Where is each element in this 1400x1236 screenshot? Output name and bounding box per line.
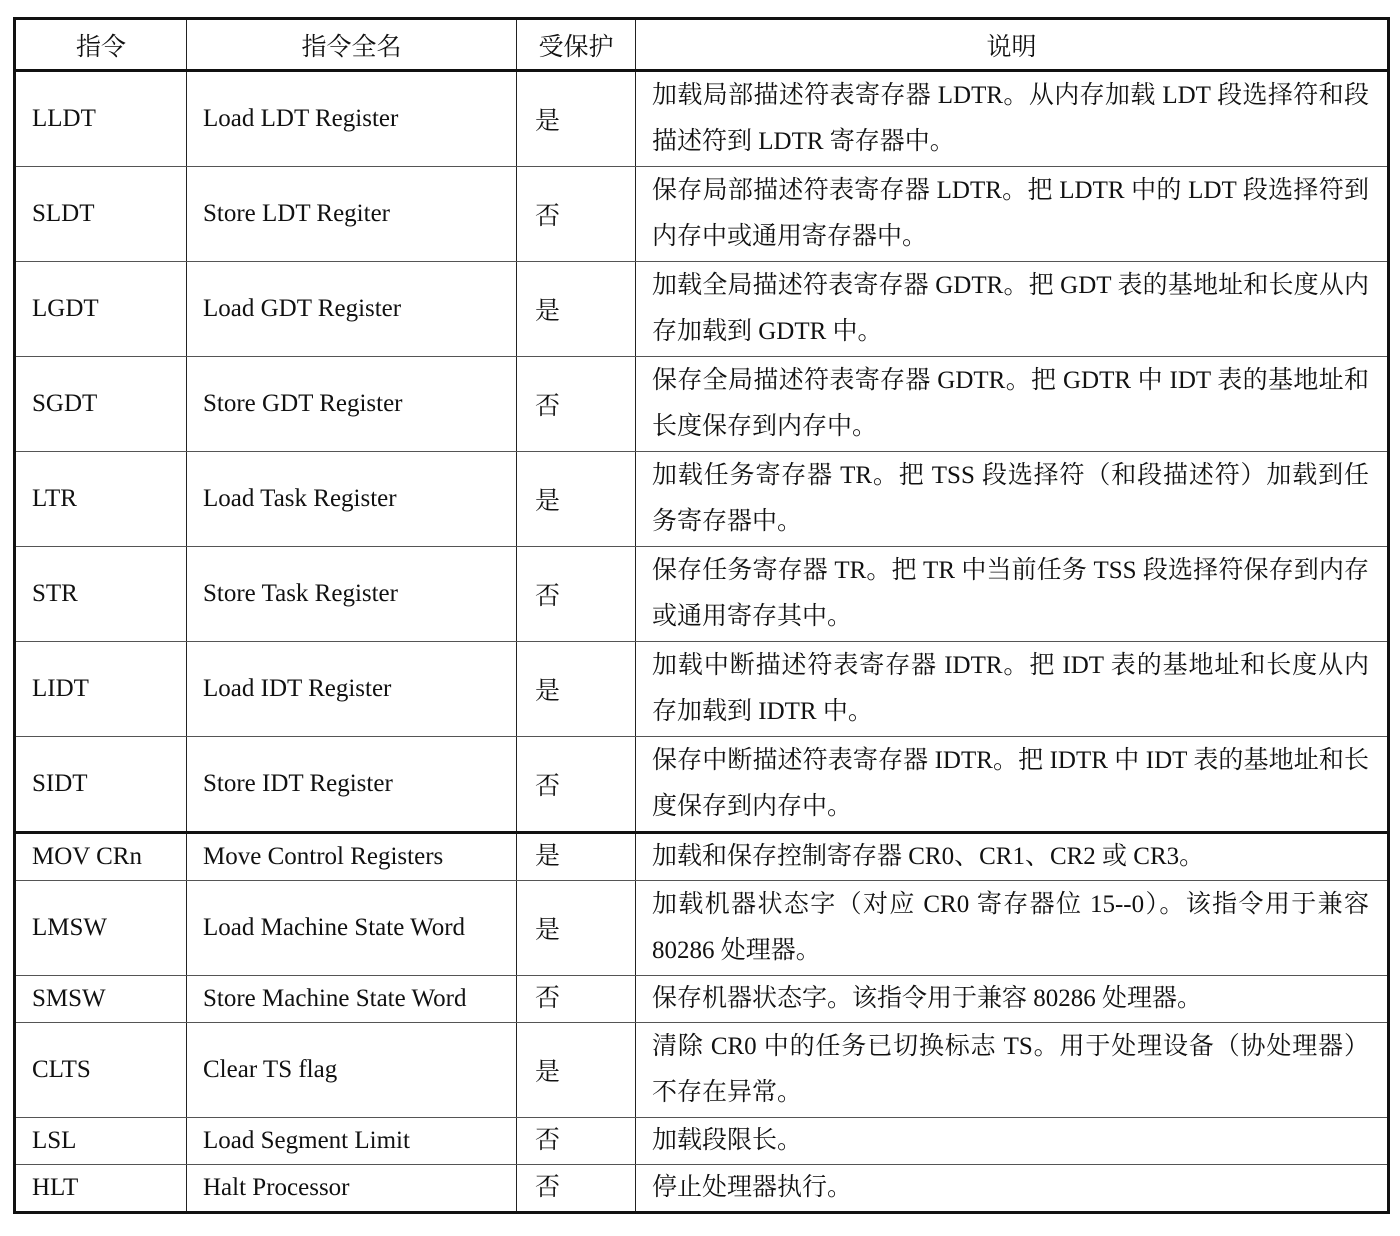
cell-mnemonic: SMSW <box>15 976 187 1023</box>
cell-mnemonic: SLDT <box>15 167 187 262</box>
cell-description: 加载全局描述符表寄存器 GDTR。把 GDT 表的基地址和长度从内存加载到 GDTR 中。 <box>636 262 1389 357</box>
table-row <box>15 881 1389 976</box>
cell-description: 保存中断描述符表寄存器 IDTR。把 IDTR 中 IDT 表的基地址和长度保存到内存中。 <box>636 737 1389 833</box>
cell-full-name: Store IDT Register <box>187 737 517 833</box>
cell-protected: 否 <box>517 1165 636 1213</box>
cell-protected: 否 <box>517 737 636 833</box>
cell-mnemonic: LMSW <box>15 881 187 976</box>
cell-protected: 否 <box>517 357 636 452</box>
cell-mnemonic: LTR <box>15 452 187 547</box>
header-description: 说明 <box>636 19 1389 71</box>
cell-protected: 是 <box>517 452 636 547</box>
cell-mnemonic: SGDT <box>15 357 187 452</box>
cell-mnemonic: LLDT <box>15 71 187 167</box>
cell-description: 加载中断描述符表寄存器 IDTR。把 IDT 表的基地址和长度从内存加载到 IDTR 中。 <box>636 642 1389 737</box>
cell-full-name: Clear TS flag <box>187 1023 517 1118</box>
cell-full-name: Store GDT Register <box>187 357 517 452</box>
table-row <box>15 1023 1389 1118</box>
cell-full-name: Load Segment Limit <box>187 1118 517 1165</box>
cell-full-name: Load Machine State Word <box>187 881 517 976</box>
cell-full-name: Store Task Register <box>187 547 517 642</box>
cell-protected: 是 <box>517 71 636 167</box>
cell-full-name: Load GDT Register <box>187 262 517 357</box>
cell-description: 保存机器状态字。该指令用于兼容 80286 处理器。 <box>636 976 1389 1023</box>
instruction-table-container <box>13 17 1387 1214</box>
table-row <box>15 642 1389 737</box>
cell-protected: 是 <box>517 881 636 976</box>
cell-protected: 是 <box>517 833 636 881</box>
table-header-row <box>15 19 1389 71</box>
header-full-name: 指令全名 <box>187 19 517 71</box>
cell-protected: 否 <box>517 547 636 642</box>
table-row <box>15 833 1389 881</box>
cell-mnemonic: LSL <box>15 1118 187 1165</box>
cell-protected: 否 <box>517 1118 636 1165</box>
cell-mnemonic: CLTS <box>15 1023 187 1118</box>
table-row <box>15 262 1389 357</box>
cell-mnemonic: LGDT <box>15 262 187 357</box>
cell-description: 保存局部描述符表寄存器 LDTR。把 LDTR 中的 LDT 段选择符到内存中或通用寄存器中。 <box>636 167 1389 262</box>
cell-protected: 否 <box>517 167 636 262</box>
cell-protected: 是 <box>517 642 636 737</box>
cell-protected: 否 <box>517 976 636 1023</box>
cell-description: 清除 CR0 中的任务已切换标志 TS。用于处理设备（协处理器）不存在异常。 <box>636 1023 1389 1118</box>
cell-full-name: Move Control Registers <box>187 833 517 881</box>
system-instruction-table <box>13 17 1390 1214</box>
cell-mnemonic: STR <box>15 547 187 642</box>
cell-full-name: Store Machine State Word <box>187 976 517 1023</box>
cell-mnemonic: SIDT <box>15 737 187 833</box>
cell-description: 保存任务寄存器 TR。把 TR 中当前任务 TSS 段选择符保存到内存或通用寄存其中。 <box>636 547 1389 642</box>
cell-mnemonic: LIDT <box>15 642 187 737</box>
cell-mnemonic: HLT <box>15 1165 187 1213</box>
cell-full-name: Load Task Register <box>187 452 517 547</box>
table-row <box>15 737 1389 833</box>
header-protected: 受保护 <box>517 19 636 71</box>
header-mnemonic: 指令 <box>15 19 187 71</box>
cell-full-name: Load LDT Register <box>187 71 517 167</box>
table-row <box>15 357 1389 452</box>
cell-full-name: Load IDT Register <box>187 642 517 737</box>
table-row <box>15 547 1389 642</box>
table-row <box>15 167 1389 262</box>
table-row <box>15 976 1389 1023</box>
cell-description: 保存全局描述符表寄存器 GDTR。把 GDTR 中 IDT 表的基地址和长度保存到内存中。 <box>636 357 1389 452</box>
cell-description: 加载和保存控制寄存器 CR0、CR1、CR2 或 CR3。 <box>636 833 1389 881</box>
cell-description: 停止处理器执行。 <box>636 1165 1389 1213</box>
cell-protected: 是 <box>517 1023 636 1118</box>
cell-protected: 是 <box>517 262 636 357</box>
cell-full-name: Store LDT Regiter <box>187 167 517 262</box>
cell-description: 加载任务寄存器 TR。把 TSS 段选择符（和段描述符）加载到任务寄存器中。 <box>636 452 1389 547</box>
table-row <box>15 71 1389 167</box>
cell-description: 加载机器状态字（对应 CR0 寄存器位 15--0）。该指令用于兼容 80286 处理器。 <box>636 881 1389 976</box>
table-row <box>15 1118 1389 1165</box>
cell-mnemonic: MOV CRn <box>15 833 187 881</box>
table-row <box>15 452 1389 547</box>
table-row <box>15 1165 1389 1213</box>
cell-description: 加载段限长。 <box>636 1118 1389 1165</box>
cell-full-name: Halt Processor <box>187 1165 517 1213</box>
cell-description: 加载局部描述符表寄存器 LDTR。从内存加载 LDT 段选择符和段描述符到 LDTR 寄存器中。 <box>636 71 1389 167</box>
